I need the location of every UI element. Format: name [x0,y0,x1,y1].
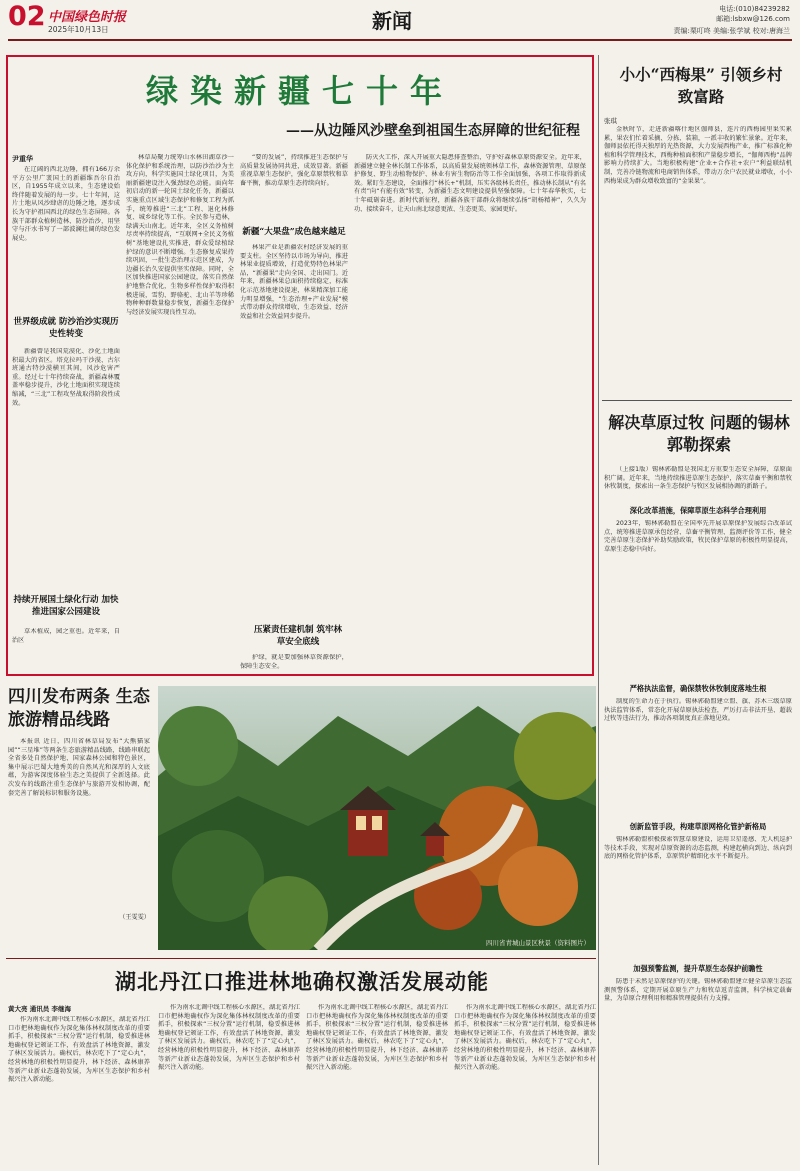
sichuan-photo-caption: 四川省青城山景区秋景（资料图片） [486,939,590,947]
vertical-divider [598,55,599,1165]
masthead-rule [8,39,792,41]
bottom-body-col2: 作为南水北调中线工程核心水源区，湖北省丹江口市把林地确权作为深化集体林权制度改革的重要抓手，积极探索“三权分置”运行机制，稳妥推进林地确权登记颁证工作，有效盘活了林地资源，激发了林区发展活力。确权后，林农吃下了“定心丸”，经营林地的积极性明显提升，林下经济、森林康养等新产业新业态蓬勃发展，为库区生态保护和乡村振兴注入新动能。 [158,1004,300,1072]
sidebar2-text-3 [604,836,792,960]
sidebar2-text-1 [604,520,792,680]
lead-subtitle: ——从边陲风沙壁垒到祖国生态屏障的世纪征程 [286,123,580,139]
mountain-scene-illustration [158,686,596,950]
lead-body-col3: “要的发展”，持续推进生态保护与高质量发展协同共进，成效显著。新疆重视草原生态保护，强化草原禁牧和草畜平衡，推动草原生态持续向好。 [240,154,348,187]
lead-body-col2: 林草局聚力统筹山水林田湖草沙一体化保护和系统治理，以防沙治沙为主攻方向，科学实施国土绿化项目，为美丽新疆建设注入强劲绿色动能。面向年初启动的新一轮国土绿化任务，新疆以实施重点区域生态保护和修复工程为抓手，统筹推进“三北”工程、退化林修复、城乡绿化等工作。全民参与造林，绿满天山南北。近年来，全区义务植树尽责率持续提高，“互联网+全民义务植树”基地建设扎实推进，群众爱绿植绿护绿的意识不断增强。生态修复成果持续巩固，一批生态治理示范区建成，为边疆长治久安提供坚实保障。同时，全区加快推进国家公园建设，落实自然保护地整合优化，生物多样性保护取得积极进展，雪豹、野骆驼、北山羊等珍稀物种种群数量稳步恢复，新疆生态保护与经济发展实现良性互动。 [126,154,234,316]
lead-col1b-text [12,348,120,580]
logo-text: 中国绿色时报 [48,10,127,25]
sidebar2-subhead-2: 严格执法监督，确保禁牧休牧制度落地生根 [629,684,767,693]
bottom-body-col4: 作为南水北调中线工程核心水源区，湖北省丹江口市把林地确权作为深化集体林权制度改革的重要抓手，积极探索“三权分置”运行机制，稳妥推进林地确权登记颁证工作，有效盘活了林地资源，激发了林区发展活力。确权后，林农吃下了“定心丸”，经营林地的积极性明显提升，林下经济、森林康养等新产业新业态蓬勃发展，为库区生态保护和乡村振兴注入新动能。 [454,1004,596,1072]
sichuan-title: 四川发布两条 生态旅游精品线路 [8,687,150,730]
lead-col1-text [12,166,120,306]
issue-date: 2025年10月13日 [48,25,109,34]
sidebar2-body-1: 2023年，锡林郭勒盟在全国率先开展草原保护发展综合改革试点，统筹推进草原承包经营、草畜平衡管理、监测评价等工作，健全完善草原生态保护补助奖励政策，牧民保护草原的积极性明显提高，草原生态稳中向好。 [604,520,792,553]
page-number: 02 [8,1,46,32]
lead-col3c-text [240,654,348,672]
lead-subhead-1: 世界级成就 防沙治沙实现历史性转变 [13,317,119,339]
sidebar2-intro [604,466,792,500]
sichuan-photo [158,686,596,950]
sidebar2-body-4: 防患于未然是草原保护的关键。锡林郭勒盟建立健全草原生态监测预警体系，定期开展草原生产力和牧草返青监测，科学核定载畜量，为草原合理利用和精准管理提供有力支撑。 [604,978,792,1003]
lead-col3-text [240,154,348,218]
lead-body-col4: 防灭火工作，深入开展重大隐患排查整治，守护好森林草原资源安全。近年来，新疆建立健全林长制工作体系，以高质量发展统领林草工作，森林资源管理、草原保护修复、野生动植物保护、林业有害生物防治等工作全面加强，各项工作取得新成效。紧盯生态建设，全面推行“林长+”机制，压实各级林长责任，推动林长制从“有名有责”向“有能有效”转变，为新疆生态文明建设提供坚强保障。七十年春华秋实，七十年砥砺奋进。新时代新征程，新疆各族干部群众将继续弘扬“胡杨精神”，久久为功、接续奋斗，让天山南北绿意更浓、生态更美、家园更好。 [354,154,586,213]
lead-title: 绿染新疆七十年 [145,72,454,110]
sichuan-byline: （王雯雯） [119,914,150,921]
lead-subhead-4: 压紧责任建机制 筑牢林草安全底线 [254,625,342,647]
contact-phone: 电话:(010)84239282 [719,5,790,13]
bottom-col4 [454,1004,596,1166]
lead-body-col3c: 护绿，就是要加强林草资源保护，保障生态安全。 [240,654,348,670]
lead-col2-text [126,154,234,670]
contact-email: 邮箱:lsbxw@126.com [716,15,790,23]
sidebar2-body-3: 锡林郭勒盟积极探索智慧草原建设，运用卫星遥感、无人机巡护等技术手段，实现对草原资源的动态监测，构建起横向到边、纵向到底的网格化管护体系，草原管护精细化水平不断提升。 [604,836,792,861]
lead-author: 尹重华 [12,155,33,163]
sidebar1-author: 张琪 [604,117,617,125]
bottom-author: 黄大亮 通讯员 李继海 [8,1005,72,1013]
sidebar1-body: 金秋时节，走进新疆喀什地区伽师县，连片的西梅园里果实累累，果农们忙着采摘、分拣、装箱，一派丰收的繁忙景象。近年来，伽师县依托得天独厚的光热资源，大力发展西梅产业，推广标准化种植和科学管理技术，西梅种植面积和产量稳步增长，“伽师西梅”品牌影响力持续扩大。当地积极构建“企业+合作社+农户”利益联结机制，完善冷链物流和电商销售体系，带动万余户农民就业增收，小小西梅果成为群众增收致富的“金果果”。 [604,126,792,185]
bottom-col3 [306,1004,448,1166]
sichuan-text [8,738,150,908]
masthead [0,0,800,40]
section-title: 新闻 [372,9,412,33]
sidebar2-body-2: 制度的生命力在于执行。锡林郭勒盟建立盟、旗、苏木三级草原执法监管体系，常态化开展草原执法检查，严厉打击非法开垦、超载过牧等违法行为，推动各项制度真正落地见效。 [604,698,792,723]
bottom-body: 作为南水北调中线工程核心水源区，湖北省丹江口市把林地确权作为深化集体林权制度改革的重要抓手，积极探索“三权分置”运行机制，稳妥推进林地确权登记颁证工作，有效盘活了林地资源，激发了林区发展活力。确权后，林农吃下了“定心丸”，经营林地的积极性明显提升，林下经济、森林康养等新产业新业态蓬勃发展，为库区生态保护和乡村振兴注入新动能。 [8,1016,150,1084]
bottom-title: 湖北丹江口推进林地确权激活发展动能 [115,969,489,994]
editor-credits: 责编:栗叮咚 美编:张学斌 校对:唐海兰 [673,27,790,35]
sidebar2-text-2 [604,698,792,818]
sidebar2-subhead-4: 加强预警监测，提升草原生态保护前瞻性 [633,964,763,973]
lead-subhead-3: 新疆“大果盘”成色越来越足 [242,227,346,237]
sidebar2-text-4 [604,978,792,1164]
lead-body-col1b: 新疆曾是我国荒漠化、沙化土地面积最大的省区。塔克拉玛干沙漠、古尔班通古特沙漠横亘其间，风沙危害严重。经过七十年持续奋战，新疆森林覆盖率稳步提升，沙化土地面积实现连续缩减，“三北”工程攻坚战取得阶段性成效。 [12,348,120,407]
sidebar2-title: 解决草原过牧 问题的锡林郭勒探索 [608,413,790,454]
bottom-col1 [8,1016,150,1166]
bottom-col2 [158,1004,300,1166]
sidebar1-title: 小小“西梅果” 引领乡村致富路 [619,65,783,106]
lead-subhead-2: 持续开展国土绿化行动 加快推进国家公园建设 [13,595,119,617]
lead-body-col3b: 林果产业是新疆农村经济发展的重要支柱。全区坚持以市场为导向，推进林果业提质增效，打造优势特色林果产品，“新疆果”走向全国、走出国门。近年来，新疆林果总面积持续稳定，标准化示范基地建设提速，林果精深加工能力明显增强，“生态治理+产业发展”模式带动群众持续增收，生态效益、经济效益和社会效益同步提升。 [240,244,348,320]
sichuan-body: 本报讯 近日，四川省林草局发布“大熊猫家园”“三星堆”等两条生态旅游精品线路，线路串联起全省多处自然保护地、国家森林公园和特色景区，集中展示巴蜀大地秀美的自然风光和深厚的人文底蕴，为游客深度体验生态之美提供了全新选择。此次发布的线路注重生态保护与旅游开发相协调，配套完善了解说标识和服务设施。 [8,738,150,797]
lead-col1c-text [12,628,120,672]
lead-col4-text [354,154,586,672]
sidebar-divider [602,400,792,401]
sidebar2-subhead-1: 深化改革措施，保障草原生态科学合理利用 [629,506,767,515]
sidebar2-subhead-3: 创新监管手段，构建草原网格化管护新格局 [629,822,767,831]
sidebar2-body: （上接1版）锡林郭勒盟是我国北方重要生态安全屏障，草原面积广阔。近年来，当地持续推进草原生态保护，落实草畜平衡和禁牧休牧制度，探索出一条生态保护与牧区发展相协调的新路子。 [604,466,792,491]
lead-col3b-text [240,244,348,614]
lead-body-col1c: 草木植成，园之重也。近年来，自治区 [12,628,120,644]
lead-body-col1: 在辽阔的西北边陲，拥有166万余平方公里广袤国土的新疆维吾尔自治区，自1955年成立以来，生态建设始终伴随着发展的每一步。七十年间，这片土地从风沙肆虐的边陲之地，逐步成长为守护祖国西北的绿色生态屏障。各族干部群众植树造林、防沙治沙，用坚守与汗水书写了一部波澜壮阔的绿色发展史。 [12,166,120,242]
bottom-top-rule [6,958,596,959]
sidebar1-text [604,126,792,392]
bottom-body-col3: 作为南水北调中线工程核心水源区，湖北省丹江口市把林地确权作为深化集体林权制度改革的重要抓手，积极探索“三权分置”运行机制，稳妥推进林地确权登记颁证工作，有效盘活了林地资源，激发了林区发展活力。确权后，林农吃下了“定心丸”，经营林地的积极性明显提升，林下经济、森林康养等新产业新业态蓬勃发展，为库区生态保护和乡村振兴注入新动能。 [306,1004,448,1072]
